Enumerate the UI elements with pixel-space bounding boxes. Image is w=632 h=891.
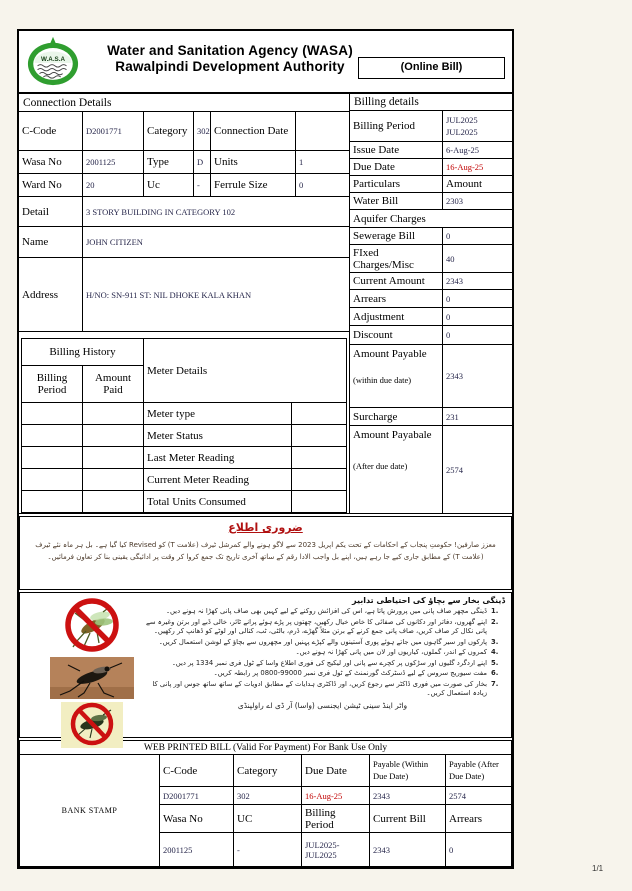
dengue-footer: واٹر اینڈ سینی ٹیشن ایجنسی (واسا) آر ڈی اے راولپنڈی (237, 700, 408, 710)
meter-details-title: Meter Details (144, 339, 346, 402)
bank-stamp-cell: BANK STAMP (20, 755, 159, 866)
last-meter-reading-label: Last Meter Reading (144, 447, 291, 468)
dengue-item-7 (140, 680, 505, 699)
category-label: Category (144, 112, 193, 150)
bank-arrears-header: Arrears (446, 805, 511, 832)
bank-payable-after-value: 2574 (446, 787, 511, 804)
history-amount-cell-5 (83, 491, 143, 512)
detail-value: 3 STORY BUILDING IN CATEGORY 102 (83, 197, 349, 226)
bank-arrears-value: 0 (446, 833, 511, 866)
dengue-item-2-num: 2. (491, 617, 499, 626)
bank-payable-within-value: 2343 (370, 787, 445, 804)
history-period-cell-2 (22, 425, 82, 446)
meter-status-label: Meter Status (144, 425, 291, 446)
units-label: Units (211, 151, 295, 173)
bank-category-header: Category (234, 755, 301, 786)
type-label: Type (144, 151, 193, 173)
sewerage-bill-value: 0 (443, 228, 512, 244)
bank-due-date-header: Due Date (302, 755, 369, 786)
uc-label: Uc (144, 174, 193, 196)
bank-c-code-header: C-Code (160, 755, 233, 786)
uc-value: - (194, 174, 210, 196)
name-label: Name (19, 227, 82, 257)
no-mosquito-photo-icon (61, 702, 123, 748)
history-period-cell-5 (22, 491, 82, 512)
amount-payable-after-main: Amount Payabale (353, 429, 432, 441)
dengue-item-7-text: بخار کی صورت میں فوری ڈاکٹر سے رجوع کریں، اور ڈاکٹری ہدایات کے مطابق ادویات کے ساتھ ساتھ جوس اور پانی کا زیادہ استعمال کریں۔ (152, 679, 487, 698)
billing-period-col-header: Billing Period (22, 366, 82, 402)
dengue-item-2 (140, 618, 505, 637)
wasa-no-value: 2001125 (83, 151, 143, 173)
history-amount-cell-2 (83, 425, 143, 446)
due-date-label: Due Date (350, 159, 442, 175)
billing-details-section (350, 94, 512, 513)
amount-payable-after-sub: (After due date) (353, 461, 408, 471)
surcharge-value: 231 (443, 408, 512, 425)
amount-payable-within-value: 2343 (443, 345, 512, 407)
logo-text: W.A.S.A (41, 56, 65, 64)
amount-payable-after-value: 2574 (443, 426, 512, 513)
bank-wasa-no-value: 2001125 (160, 833, 233, 866)
current-amount-label: Current Amount (350, 273, 442, 289)
dengue-item-1 (140, 607, 505, 617)
dengue-item-3-text: پارکوں اور سیر گاہوں میں جاتے ہوئے پوری آستینوں والے کپڑے پہنیں اور مچھروں سے بچاؤ کے لوشن استعمال کریں۔ (158, 637, 487, 646)
water-bill-label: Water Bill (350, 193, 442, 209)
dengue-item-2-text: اپنے گھروں، دفاتر اور دکانوں کی صفائی کا خاص خیال رکھیں، چھتوں پر پڑے ہوئے پرانے ٹائر، خالی ڈبے اور برتن وغیرہ سے پانی نکال کر صاف کریں، صاف پانی جمع کرنے کے برتن مثلاً گھڑے، ڈرم، بالٹی، ٹب، کنالی اور لوٹے کو ڈھانپ کر رکھیں۔ (145, 617, 487, 636)
dengue-item-5-num: 5. (491, 658, 499, 667)
particulars-label: Particulars (350, 176, 442, 192)
dengue-item-1-num: 1. (491, 607, 499, 615)
no-mosquito-icon (59, 597, 125, 654)
discount-value: 0 (443, 326, 512, 344)
wasa-logo-icon (26, 36, 80, 93)
type-value: D (194, 151, 210, 173)
current-meter-reading-value (292, 469, 346, 490)
issue-date-value: 6-Aug-25 (443, 142, 512, 158)
bank-current-bill-value: 2343 (370, 833, 445, 866)
c-code-value: D2001771 (83, 112, 143, 150)
address-label: Address (19, 258, 82, 331)
adjustment-label: Adjustment (350, 308, 442, 325)
ferrule-size-label: Ferrule Size (211, 174, 295, 196)
dengue-item-6-num: 6. (491, 669, 499, 678)
notice-title: ضروری اطلاع (228, 521, 303, 534)
mosquito-photo (50, 657, 134, 699)
agency-line1: Water and Sanitation Agency (WASA) (107, 43, 353, 58)
bank-payable-after-header: Payable (After Due Date) (446, 755, 511, 786)
bank-due-date-value: 16-Aug-25 (302, 787, 369, 804)
name-value: JOHN CITIZEN (83, 227, 349, 257)
bank-category-value: 302 (234, 787, 301, 804)
detail-label: Detail (19, 197, 82, 226)
particulars-amount-header: Amount (443, 176, 512, 192)
category-value: 302 (194, 112, 210, 150)
connection-date-value (296, 112, 349, 150)
dengue-item-6-text: مفت سیوریج سروس کے لیے ڈسٹرکٹ گورنمنٹ کے ٹول فری نمبر 99000-0800 پر رابطہ کریں۔ (213, 669, 487, 678)
bank-billing-period-header: Billing Period (302, 805, 369, 832)
bank-current-bill-header: Current Bill (370, 805, 445, 832)
history-period-cell-4 (22, 469, 82, 490)
ward-no-value: 20 (83, 174, 143, 196)
current-meter-reading-label: Current Meter Reading (144, 469, 291, 490)
billing-period-label: Billing Period (350, 111, 442, 141)
dengue-item-5 (140, 659, 505, 669)
bank-c-code-value: D2001771 (160, 787, 233, 804)
c-code-label: C-Code (19, 112, 82, 150)
dengue-content (138, 593, 511, 712)
bank-billing-period-value: JUL2025-JUL2025 (302, 833, 369, 866)
amount-payable-within-label (350, 345, 442, 407)
notice-body: معزز صارفین! حکومتِ پنجاب کے احکامات کے تحت یکم اپریل 2023 سے لاگو ہونے والے کمرشل ٹیرف (علامت T) کو Revised کیا گیا ہے۔ بل ہر ماہ نئے ٹیرف (علامت T) کے مطابق جاری کیے جا رہے ہیں، اپنے بل واجب الادا رقم کے ساتھ آخری تاریخ تک جمع کروا کر وقت پر ادائیگی یقینی بنا کر تعاون فرمائیں۔ (35, 541, 496, 561)
history-amount-cell-1 (83, 403, 143, 424)
dengue-item-4-num: 4. (491, 648, 499, 657)
billing-history-title: Billing History (22, 339, 143, 365)
connection-details-title: Connection Details (19, 94, 349, 112)
dengue-images (42, 597, 142, 748)
due-date-value: 16-Aug-25 (443, 159, 512, 175)
surcharge-label: Surcharge (350, 408, 442, 425)
ferrule-size-value: 0 (296, 174, 349, 196)
billing-period-line1: JUL2025 (446, 114, 478, 125)
connection-details-section (19, 94, 350, 513)
bank-uc-header: UC (234, 805, 301, 832)
dengue-heading: ڈینگی بخار سے بچاؤ کی احتیاطی تدابیر (352, 596, 505, 605)
bank-section-title: WEB PRINTED BILL (Valid For Payment) For Bank Use Only (20, 741, 511, 755)
units-value: 1 (296, 151, 349, 173)
amount-payable-within-main: Amount Payable (353, 348, 427, 360)
bank-wasa-no-header: Wasa No (160, 805, 233, 832)
dengue-precautions-section (19, 592, 512, 738)
aquifer-charges-label: Aquifer Charges (350, 210, 512, 227)
water-bill-value: 2303 (443, 193, 512, 209)
ward-no-label: Ward No (19, 174, 82, 196)
bill-document (17, 29, 514, 869)
agency-line2: Rawalpindi Development Authority (115, 58, 345, 74)
document-header (19, 31, 512, 94)
total-units-consumed-value (292, 491, 346, 512)
arrears-value: 0 (443, 290, 512, 307)
billing-period-value (443, 111, 512, 141)
discount-label: Discount (350, 326, 442, 344)
connection-details-table (19, 112, 349, 332)
connection-date-label: Connection Date (211, 112, 295, 150)
history-amount-cell-4 (83, 469, 143, 490)
online-bill-badge: (Online Bill) (358, 57, 505, 79)
important-notice-section (19, 516, 512, 590)
dengue-item-6 (140, 669, 505, 679)
sewerage-bill-label: Sewerage Bill (350, 228, 442, 244)
meter-type-value (292, 403, 346, 424)
meter-type-label: Meter type (144, 403, 291, 424)
billing-history-meter-table (21, 338, 347, 513)
bank-table (20, 755, 511, 866)
bank-uc-value: - (234, 833, 301, 866)
adjustment-value: 0 (443, 308, 512, 325)
meter-status-value (292, 425, 346, 446)
amount-paid-col-header: Amount Paid (83, 366, 143, 402)
billing-period-line2: JUL2025 (446, 127, 478, 137)
fixed-charges-value: 40 (443, 245, 512, 272)
wasa-no-label: Wasa No (19, 151, 82, 173)
address-value: H/NO: SN-911 ST: NIL DHOKE KALA KHAN (83, 258, 349, 331)
page-number: 1/1 (592, 864, 604, 873)
history-period-cell-1 (22, 403, 82, 424)
billing-details-title: Billing details (350, 94, 512, 110)
amount-payable-after-label (350, 426, 442, 513)
dengue-item-1-text: ڈینگی مچھر صاف پانی میں پرورش پاتا ہے، اس کی افزائش روکنے کے لیے کہیں بھی صاف پانی کھڑا نہ ہونے دیں۔ (166, 607, 487, 615)
history-amount-cell-3 (83, 447, 143, 468)
current-amount-value: 2343 (443, 273, 512, 289)
issue-date-label: Issue Date (350, 142, 442, 158)
agency-title (85, 43, 375, 75)
bank-section (19, 740, 512, 867)
amount-payable-within-sub: (within due date) (353, 375, 412, 385)
dengue-item-4 (140, 648, 505, 658)
history-period-cell-3 (22, 447, 82, 468)
dengue-item-3-num: 3. (491, 637, 499, 646)
dengue-item-5-text: اپنے اردگرد گلیوں اور سڑکوں پر کچرے سے پانی اور لیکیج کی فوری اطلاع واسا کے ٹول فری نمبر 1334 پر دیں۔ (171, 658, 487, 667)
last-meter-reading-value (292, 447, 346, 468)
dengue-item-3 (140, 638, 505, 648)
total-units-consumed-label: Total Units Consumed (144, 491, 291, 512)
arrears-label: Arrears (350, 290, 442, 307)
dengue-item-7-num: 7. (491, 679, 499, 688)
bank-payable-within-header: Payable (Within Due Date) (370, 755, 445, 786)
fixed-charges-label: FIxed Charges/Misc (350, 245, 442, 272)
main-tables (19, 94, 512, 514)
dengue-item-4-text: کمروں کے اندر، گملوں، کیاریوں اور لان میں پانی کھڑا نہ ہونے دیں۔ (295, 648, 487, 657)
